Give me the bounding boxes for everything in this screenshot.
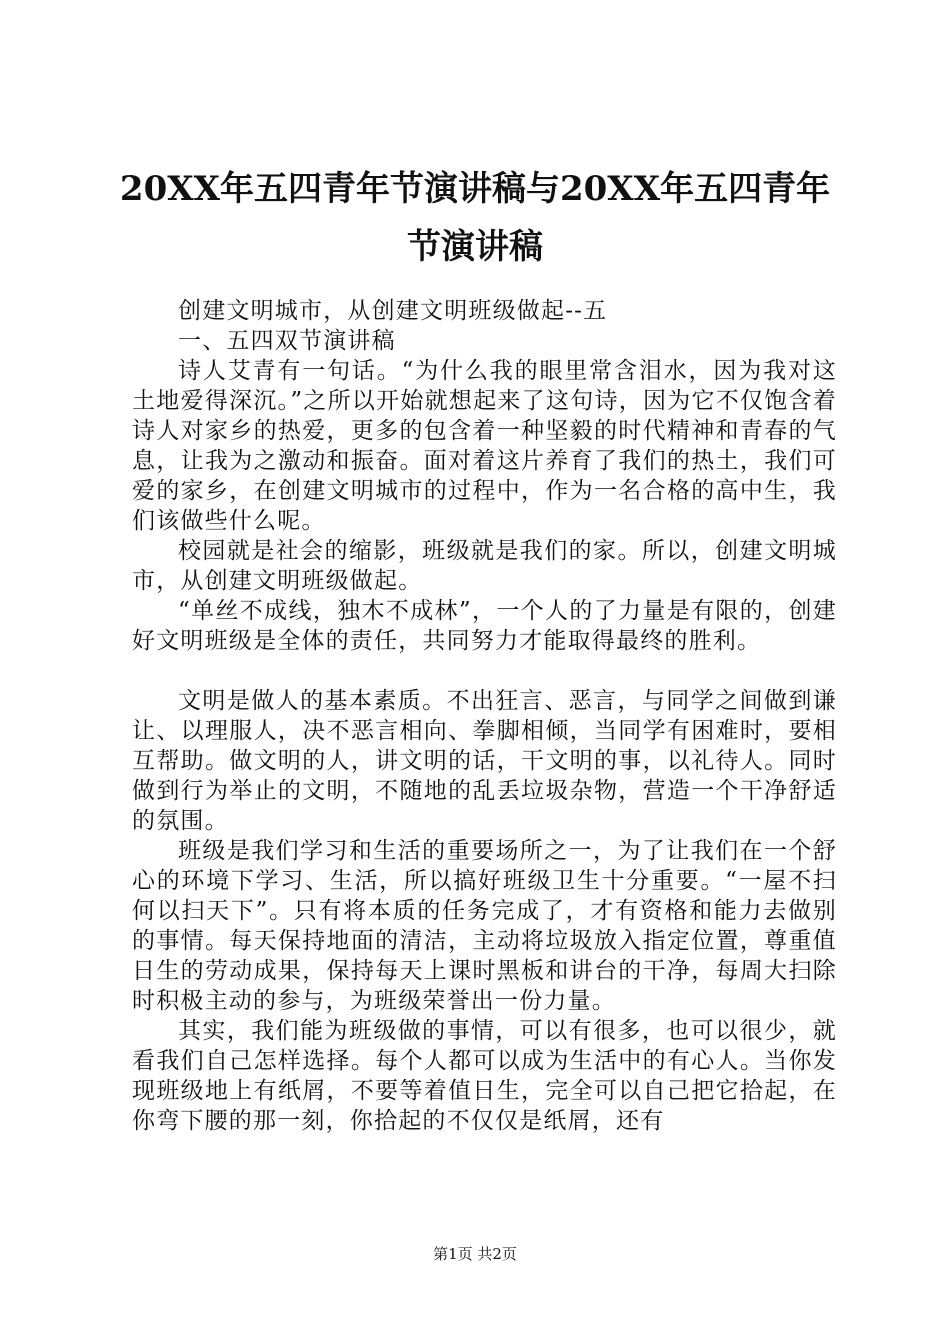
- paragraph-choices: 其实，我们能为班级做的事情，可以有很多，也可以很少，就看我们自己怎样选择。每个人都可以成为生活中的有心人。当你发现班级地上有纸屑，不要等着值日生，完全可以自己把它拾起，在你弯下腰的那一刻，你拾起的不仅仅是纸屑，还有: [132, 1018, 837, 1134]
- paragraph-subtitle: 创建文明城市，从创建文明班级做起--五: [178, 298, 608, 324]
- paragraph-civility: 文明是做人的基本素质。不出狂言、恶言，与同学之间做到谦让、以理服人，决不恶言相向、拳脚相倾，当同学有困难时，要相互帮助。做文明的人，讲文明的话，干文明的事，以礼待人。同时做到行为举止的文明，不随地的乱丢垃圾杂物，营造一个干净舒适的氛围。: [132, 688, 837, 834]
- document-title: 20XX年五四青年节演讲稿与20XX年五四青年节演讲稿: [119, 169, 831, 267]
- paragraph-campus: 校园就是社会的缩影，班级就是我们的家。所以，创建文明城市，从创建文明班级做起。: [132, 538, 837, 594]
- document-body: [132, 296, 837, 1136]
- paragraph-section-heading: 一、五四双节演讲稿: [178, 328, 396, 354]
- paragraph-poet-quote: 诗人艾青有一句话。“为什么我的眼里常含泪水，因为我对这土地爱得深沉。”之所以开始就想起来了这句诗，因为它不仅饱含着诗人对家乡的热爱，更多的包含着一种坚毅的时代精神和青春的气息，让我为之激动和振奋。面对着这片养育了我们的热土，我们可爱的家乡，在创建文明城市的过程中，作为一名合格的高中生，我们该做些什么呢。: [132, 358, 837, 534]
- page-footer: 第1页 共2页: [433, 1245, 517, 1263]
- paragraph-teamwork: “单丝不成线，独木不成林”，一个人的了力量是有限的，创建好文明班级是全体的责任，共同努力才能取得最终的胜利。: [132, 598, 837, 654]
- paragraph-hygiene: 班级是我们学习和生活的重要场所之一，为了让我们在一个舒心的环境下学习、生活，所以搞好班级卫生十分重要。“一屋不扫何以扫天下”。只有将本质的任务完成了，才有资格和能力去做别的事情。每天保持地面的清洁，主动将垃圾放入指定位置，尊重值日生的劳动成果，保持每天上课时黑板和讲台的干净，每周大扫除时积极主动的参与，为班级荣誉出一份力量。: [132, 838, 837, 1014]
